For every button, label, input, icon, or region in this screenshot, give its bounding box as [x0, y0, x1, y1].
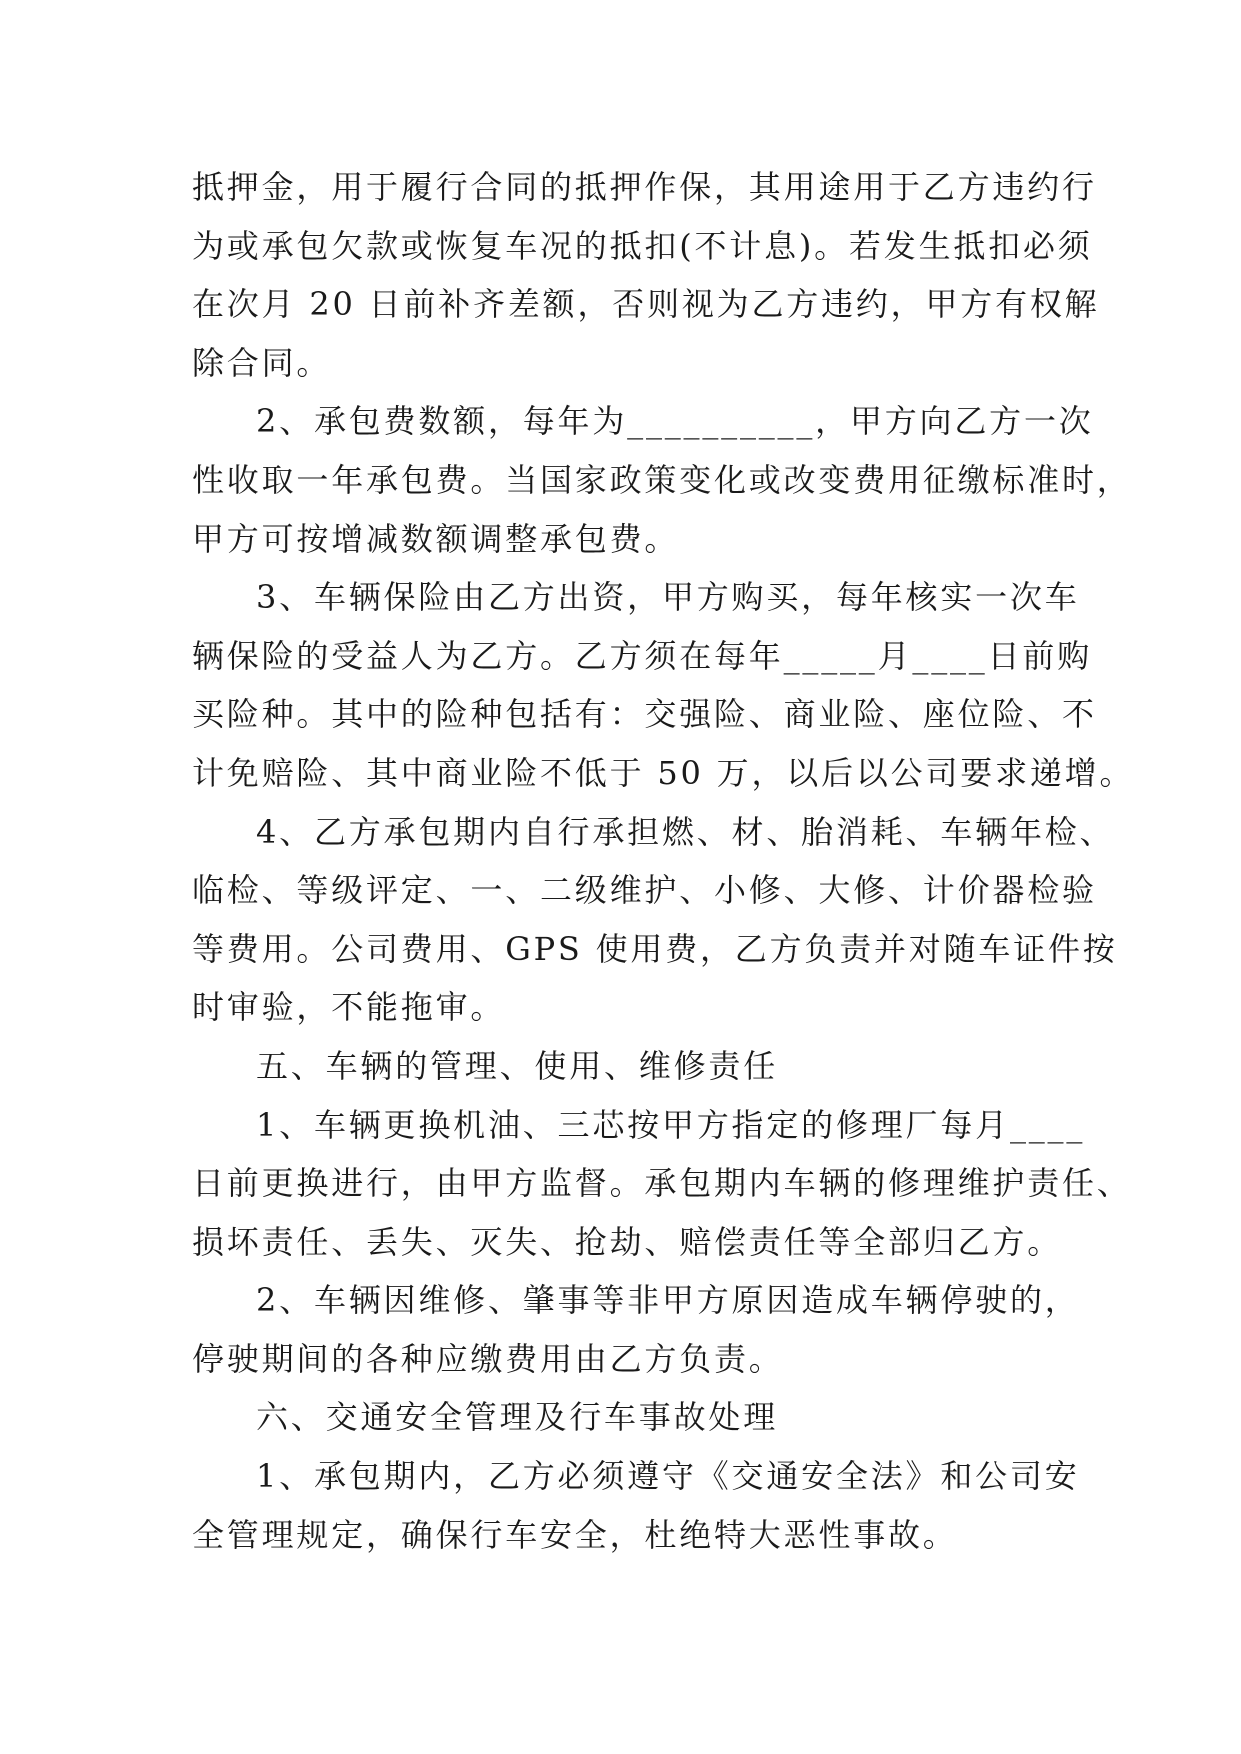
text-line: 1、车辆更换机油、三芯按甲方指定的修理厂每月____	[256, 1105, 1086, 1144]
text-line: 临检、等级评定、一、二级维护、小修、大修、计价器检验	[192, 871, 1097, 910]
section-heading: 六、交通安全管理及行车事故处理	[256, 1398, 779, 1437]
text-line: 性收取一年承包费。当国家政策变化或改变费用征缴标准时，	[192, 460, 1132, 499]
text-line: 1、承包期内，乙方必须遵守《交通安全法》和公司安	[256, 1457, 1080, 1496]
section-heading: 五、车辆的管理、使用、维修责任	[256, 1046, 779, 1085]
text-line: 计免赔险、其中商业险不低于 50 万，以后以公司要求递增。	[192, 753, 1135, 792]
document-body	[192, 158, 1135, 1564]
text-line: 停驶期间的各种应缴费用由乙方负责。	[192, 1339, 784, 1378]
text-line: 4、乙方承包期内自行承担燃、材、胎消耗、车辆年检、	[256, 812, 1115, 851]
text-line: 时审验，不能拖审。	[192, 988, 506, 1027]
text-line: 辆保险的受益人为乙方。乙方须在每年_____月____日前购	[192, 636, 1093, 675]
text-line: 为或承包欠款或恢复车况的抵扣(不计息)。若发生抵扣必须	[192, 226, 1093, 265]
text-line: 抵押金，用于履行合同的抵押作保，其用途用于乙方违约行	[192, 168, 1097, 206]
text-line: 等费用。公司费用、GPS 使用费，乙方负责并对随车证件按	[192, 929, 1118, 968]
text-line: 日前更换进行，由甲方监督。承包期内车辆的修理维护责任、	[192, 1164, 1132, 1203]
text-line: 全管理规定，确保行车安全，杜绝特大恶性事故。	[192, 1515, 958, 1554]
text-line: 损坏责任、丢失、灭失、抢劫、赔偿责任等全部归乙方。	[192, 1222, 1063, 1261]
text-line: 买险种。其中的险种包括有：交强险、商业险、座位险、不	[192, 695, 1097, 734]
text-line: 2、车辆因维修、肇事等非甲方原因造成车辆停驶的，	[256, 1281, 1080, 1320]
text-line: 在次月 20 日前补齐差额，否则视为乙方违约，甲方有权解	[192, 285, 1100, 324]
text-line: 除合同。	[192, 343, 332, 382]
text-line: 3、车辆保险由乙方出资，甲方购买，每年核实一次车	[256, 578, 1080, 617]
text-line: 2、承包费数额，每年为__________，甲方向乙方一次	[256, 402, 1094, 441]
text-line: 甲方可按增减数额调整承包费。	[192, 519, 680, 558]
